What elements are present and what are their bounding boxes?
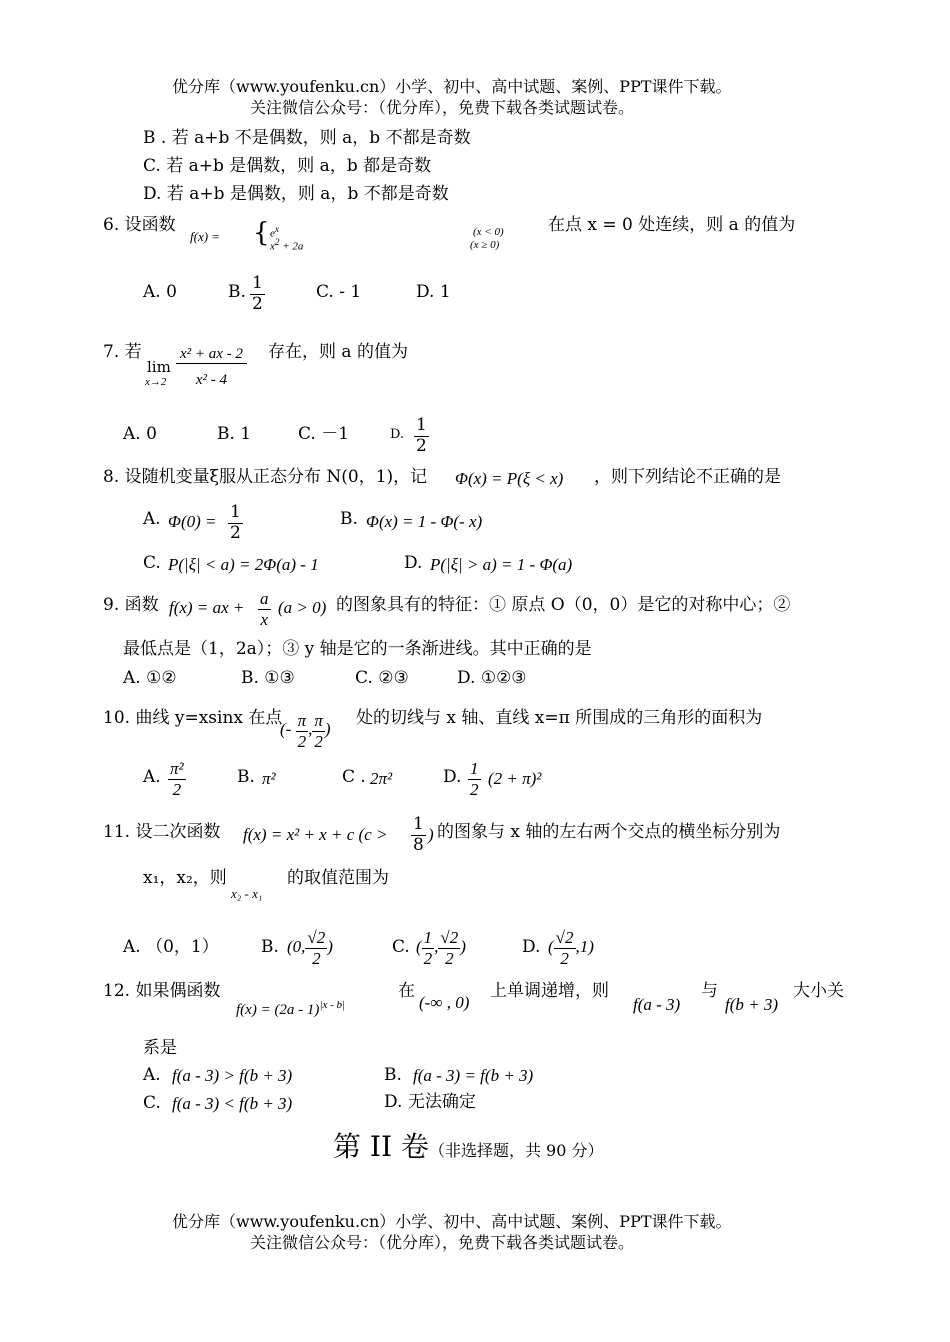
q9-option-c: C. ②③ bbox=[355, 668, 409, 688]
q12-option-a-label: A. bbox=[143, 1065, 161, 1085]
q11-stem-post: 的图象与 x 轴的左右两个交点的横坐标分别为 bbox=[437, 822, 781, 842]
header-line-1: 优分库（www.youfenku.cn）小学、初中、高中试题、案例、PPT课件下载。 bbox=[172, 77, 732, 96]
footer-line-1: 优分库（www.youfenku.cn）小学、初中、高中试题、案例、PPT课件下载。 bbox=[172, 1212, 732, 1231]
q12-fb: f(b + 3) bbox=[725, 995, 779, 1014]
q10-option-d-tail: (2 + π)² bbox=[488, 769, 542, 788]
q9-expr-frac: $\frac{a}{x}$ bbox=[260, 589, 269, 629]
section-title: 第 II 卷（非选择题，共 90 分） bbox=[333, 1130, 604, 1163]
q10-option-c-expr: 2π² bbox=[370, 769, 393, 788]
q8-option-a-expr: Φ(0) = bbox=[168, 512, 217, 531]
header-line-2: 关注微信公众号：（优分库），免费下载各类试题试卷。 bbox=[250, 98, 635, 117]
q5-option-b: B . 若 a+b 不是偶数，则 a，b 不都是奇数 bbox=[143, 128, 471, 148]
q12-option-b-label: B. bbox=[384, 1065, 402, 1085]
q12-expr: f(x) = (2a - 1)$^{|x - b|}$ bbox=[236, 999, 346, 1018]
q8-option-c-label: C. bbox=[143, 553, 161, 573]
q11-line-2-post: 的取值范围为 bbox=[287, 868, 389, 888]
q8-stem-post: ，则下列结论不正确的是 bbox=[594, 467, 781, 487]
q8-option-a-label: A. bbox=[143, 509, 161, 529]
q7-lim-sub: x→2 bbox=[145, 376, 167, 388]
q12-fa: f(a - 3) bbox=[633, 995, 681, 1014]
q8-option-d-label: D. bbox=[404, 553, 423, 573]
q11-option-b-expr: (0, $\frac{√2}{2}$ ) bbox=[287, 928, 333, 968]
footer-line-2: 关注微信公众号：（优分库），免费下载各类试题试卷。 bbox=[250, 1233, 635, 1252]
q8-option-c-expr: P(|ξ| < a) = 2Φ(a) - 1 bbox=[168, 555, 319, 574]
q10-option-d-frac: $\frac{1}{2}$ bbox=[470, 759, 479, 799]
q6-option-d: D. 1 bbox=[416, 282, 451, 302]
q7-option-a: A. 0 bbox=[123, 424, 157, 444]
q12-option-d: D. 无法确定 bbox=[384, 1092, 476, 1112]
q10-option-a-frac: $\frac{\text{π²}}{2}$ bbox=[170, 759, 184, 799]
q6-stem-post: 在点 x = 0 处连续，则 a 的值为 bbox=[548, 215, 796, 235]
q12-with: 与 bbox=[701, 981, 718, 1001]
q8-stem-expr: Φ(x) = P(ξ < x) bbox=[455, 469, 564, 488]
q11-option-a: A. （0，1） bbox=[123, 937, 219, 957]
q7-stem-pre: 7. 若 bbox=[103, 342, 142, 362]
q6-option-b-label: B. bbox=[228, 282, 246, 302]
q9-option-b: B. ①③ bbox=[241, 668, 295, 688]
q10-option-b-label: B. bbox=[237, 767, 255, 787]
q9-line-2: 最低点是（1，2a）；③ y 轴是它的一条渐进线。其中正确的是 bbox=[123, 639, 592, 659]
q11-expr-close: ) bbox=[428, 825, 434, 844]
q9-expr-pre: f(x) = ax + bbox=[169, 598, 245, 617]
q9-stem-post: 的图象具有的特征：① 原点 O（0，0）是它的对称中心；② bbox=[336, 595, 791, 615]
q6-piece-1: $e^x$ bbox=[270, 224, 279, 240]
q7-stem-post: 存在，则 a 的值为 bbox=[268, 342, 408, 362]
q12-option-c-label: C. bbox=[143, 1093, 161, 1113]
q12-line-2: 系是 bbox=[143, 1038, 177, 1058]
q11-expr-frac: $\frac{1}{8}$ bbox=[413, 814, 424, 855]
q12-option-b-expr: f(a - 3) = f(b + 3) bbox=[413, 1066, 534, 1085]
q12-option-c-expr: f(a - 3) < f(b + 3) bbox=[172, 1094, 293, 1113]
q9-stem-pre: 9. 函数 bbox=[103, 595, 159, 615]
q8-option-a-frac: $\frac{1}{2}$ bbox=[230, 502, 241, 543]
q9-option-a: A. ①② bbox=[123, 668, 177, 688]
q11-line-2-pre: x₁，x₂，则 bbox=[143, 868, 227, 888]
q10-option-b-expr: π² bbox=[262, 769, 276, 788]
q6-piece-2: $x^2 + 2a$ bbox=[270, 237, 304, 253]
q10-stem-post: 处的切线与 x 轴、直线 x=π 所围成的三角形的面积为 bbox=[356, 708, 763, 728]
q12-in: 在 bbox=[398, 981, 415, 1001]
q8-option-d-expr: P(|ξ| > a) = 1 - Φ(a) bbox=[430, 555, 573, 574]
q11-option-c-expr: ( $\frac{1}{2}$ , $\frac{√2}{2}$ ) bbox=[416, 928, 466, 968]
q10-option-a-label: A. bbox=[143, 767, 161, 787]
q12-option-a-expr: f(a - 3) > f(b + 3) bbox=[172, 1066, 293, 1085]
q6-cond-2: (x ≥ 0) bbox=[470, 239, 500, 251]
q6-brace: { bbox=[253, 218, 270, 248]
q6-cond-1: (x < 0) bbox=[473, 226, 504, 238]
q6-option-b-frac: $\frac{1}{2}$ bbox=[252, 273, 263, 314]
q11-option-d-label: D. bbox=[522, 937, 541, 957]
q7-fraction: $\frac{\text{x² + ax - 2}}{\text{x² - 4}}$ bbox=[176, 346, 247, 390]
q12-interval: (-∞ , 0) bbox=[419, 993, 470, 1012]
q11-option-c-label: C. bbox=[392, 937, 410, 957]
q11-expr: f(x) = x² + x + c (c > bbox=[243, 825, 388, 844]
q12-tail: 大小关 bbox=[793, 981, 844, 1001]
q6-stem-pre: 6. 设函数 bbox=[103, 215, 176, 235]
q6-fx: f(x) = bbox=[190, 229, 221, 244]
q10-option-d-label: D. bbox=[443, 767, 462, 787]
q11-option-b-label: B. bbox=[261, 937, 279, 957]
q11-stem-pre: 11. 设二次函数 bbox=[103, 822, 221, 842]
q5-option-d: D. 若 a+b 是偶数，则 a，b 不都是奇数 bbox=[143, 184, 449, 204]
q9-expr-post: (a > 0) bbox=[278, 598, 327, 617]
q11-option-d-expr: ( $\frac{√2}{2}$ ,1) bbox=[548, 928, 594, 968]
q12-stem-pre: 12. 如果偶函数 bbox=[103, 981, 221, 1001]
q6-option-c: C. - 1 bbox=[316, 282, 362, 302]
q8-option-b-expr: Φ(x) = 1 - Φ(- x) bbox=[366, 512, 483, 531]
q7-option-d-frac: $\frac{1}{2}$ bbox=[416, 415, 427, 456]
q12-mid: 上单调递增，则 bbox=[490, 981, 609, 1001]
q8-stem-pre: 8. 设随机变量ξ服从正态分布 N(0，1)，记 bbox=[103, 467, 428, 487]
q9-option-d: D. ①②③ bbox=[457, 668, 527, 688]
q7-option-b: B. 1 bbox=[217, 424, 252, 444]
q7-option-d-label: D. bbox=[390, 427, 405, 442]
q7-lim: lim bbox=[147, 358, 171, 376]
q10-option-c-label: C . bbox=[342, 767, 366, 787]
q7-option-c: C. －1 bbox=[298, 424, 350, 444]
q10-stem-pre: 10. 曲线 y=xsinx 在点 bbox=[103, 708, 283, 728]
q5-option-c: C. 若 a+b 是偶数，则 a，b 都是奇数 bbox=[143, 156, 432, 176]
q10-point: (- $\frac{\pi}{2}$ , $\frac{\pi}{2}$ ) bbox=[280, 711, 331, 751]
q11-line-2-expr: x₂ - x₁ bbox=[231, 886, 263, 901]
q8-option-b-label: B. bbox=[340, 509, 358, 529]
q6-option-a: A. 0 bbox=[143, 282, 177, 302]
